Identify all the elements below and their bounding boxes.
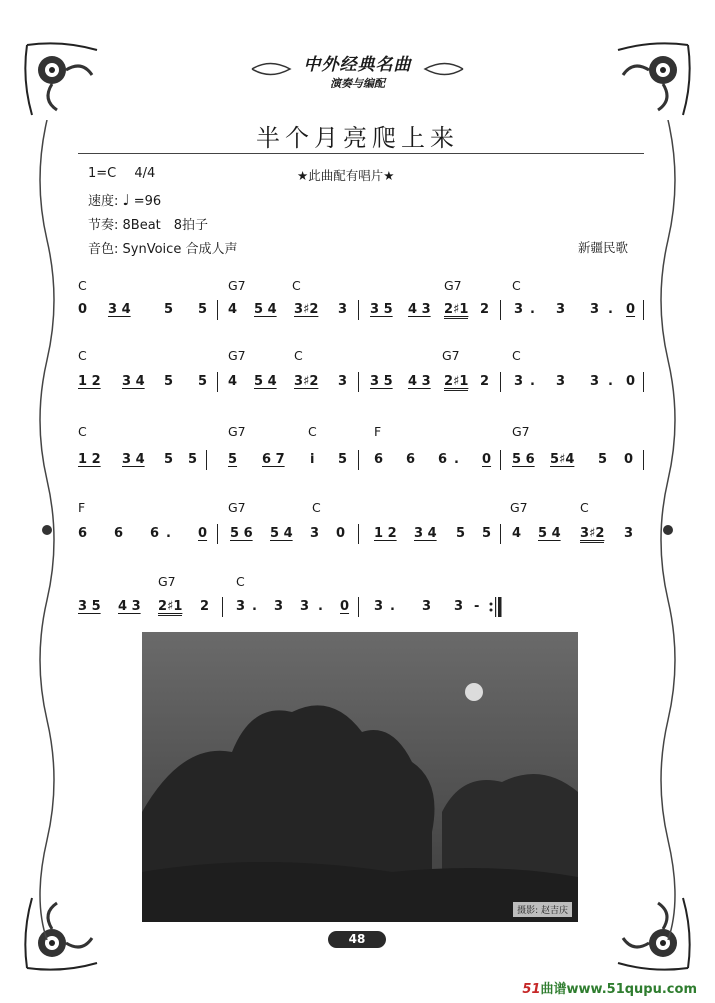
song-origin: 新疆民歌 [578,240,629,255]
note-group: 2♯1 [444,302,469,317]
recording-note: ★此曲配有唱片★ [297,168,395,183]
chord-label: C [294,348,303,363]
dot: . [318,599,323,614]
note: 0 [198,526,208,541]
note-group: 2♯1 [444,374,469,389]
note-group: 4 3 [118,599,141,614]
note: 6 [114,526,124,541]
bar-line [358,597,359,617]
note: 5 [456,526,466,541]
notation-row [78,302,644,322]
note: i [310,452,315,467]
note: 3 [514,374,524,389]
rhythm-label: 节奏: [88,218,119,233]
note: 3 [454,599,464,614]
chord-label: G7 [228,500,246,515]
note: 3 [300,599,310,614]
chord-label: G7 [228,278,246,293]
bar-line [358,524,359,544]
note: 5 [338,452,348,467]
note: 3 [310,526,320,541]
note: 6 [406,452,416,467]
bar-line [500,450,501,470]
chord-label: G7 [444,278,462,293]
note: 5 [598,452,608,467]
rhythm-value: 8Beat 8拍子 [122,218,209,233]
watermark-text: 曲谱www.51qupu.com [540,982,697,997]
chord-label: C [78,348,87,363]
note: 2 [480,374,490,389]
chord-label: G7 [510,500,528,515]
note: 6 [438,452,448,467]
chord-label: C [512,278,521,293]
note: 2 [200,599,210,614]
note: 5 [198,374,208,389]
note: 3 [556,302,566,317]
note-group: 1 2 [78,374,101,389]
note: 3 [590,374,600,389]
dot: . [166,526,171,541]
chord-label: C [512,348,521,363]
dot: . [252,599,257,614]
note: 0 [482,452,492,467]
bar-line [222,597,223,617]
repeat-end-icon [488,597,504,617]
note: 3 [236,599,246,614]
note: 4 [512,526,522,541]
note-group: 5 4 [270,526,293,541]
notation-row [78,452,644,472]
chord-label: G7 [228,424,246,439]
chord-label: C [580,500,589,515]
note: 5 [164,302,174,317]
note: 2 [480,302,490,317]
chord-label: C [308,424,317,439]
tempo-label: 速度: [88,194,119,209]
note-group: 5 4 [538,526,561,541]
chord-label: F [374,424,382,439]
key-signature [88,166,155,181]
dot: . [454,452,459,467]
voice-value: SynVoice 合成人声 [122,242,238,257]
song-title: 半个月亮爬上来 [256,124,459,152]
note: 5 [482,526,492,541]
chord-label: C [78,278,87,293]
note: 5 [164,452,174,467]
bar-line [643,450,644,470]
page-number: 48 [328,931,386,948]
note-group: 4 3 [408,374,431,389]
note: 6 [374,452,384,467]
dot: . [608,374,613,389]
note-group: 4 3 [408,302,431,317]
note-group: 5 6 [230,526,253,541]
note-group: 3♯2 [294,302,319,317]
note: 3 [556,374,566,389]
bar-line [643,300,644,320]
note-group: 3 4 [108,302,131,317]
chord-label: C [78,424,87,439]
note-group: 3 5 [370,374,393,389]
notation-row [78,526,644,546]
voice [88,238,237,257]
bar-line [358,450,359,470]
chord-label: F [78,500,86,515]
note-group: 1 2 [78,452,101,467]
rhythm [88,214,208,233]
tempo [88,190,161,209]
half-note-icon: ♩ [122,191,130,209]
note: 4 [228,374,238,389]
photo-credit: 摄影: 赵吉庆 [513,902,572,917]
dot: . [390,599,395,614]
dot: . [530,374,535,389]
voice-label: 音色: [88,242,119,257]
note: 0 [336,526,346,541]
dot: . [530,302,535,317]
note-group: 5 6 [512,452,535,467]
bar-line [358,300,359,320]
chord-label: G7 [228,348,246,363]
tempo-value: =96 [133,194,162,209]
note: 5 [228,452,238,467]
key-value: 1=C [88,166,117,181]
note-group: 3 4 [122,374,145,389]
note-group: 5♯4 [550,452,575,467]
book-title: 中外经典名曲 [303,55,412,75]
note-group: 5 4 [254,302,277,317]
chord-label: G7 [512,424,530,439]
note: 0 [624,452,634,467]
notation-row [78,599,644,619]
site-watermark [522,978,697,997]
bar-line [206,450,207,470]
note: 3 [422,599,432,614]
note: 3 [514,302,524,317]
note: 5 [164,374,174,389]
bar-line [500,524,501,544]
note-group: 6 7 [262,452,285,467]
note-group: 3♯2 [580,526,605,541]
note-group: 3 5 [78,599,101,614]
bar-line [500,300,501,320]
chord-label: C [236,574,245,589]
note-group: 3♯2 [294,374,319,389]
note: 3 [338,302,348,317]
moonlit-trees-icon [142,632,578,922]
note: 0 [340,599,350,614]
note: 3 [338,374,348,389]
note: 5 [188,452,198,467]
note: 3 [274,599,284,614]
bar-line [217,372,218,392]
bar-line [217,524,218,544]
chord-label: C [312,500,321,515]
note: 3 [624,526,634,541]
chord-label: G7 [442,348,460,363]
bar-line [217,300,218,320]
moon-photo [142,632,578,922]
note: 0 [626,374,636,389]
note: 4 [228,302,238,317]
note: 0 [626,302,636,317]
note: 0 [78,302,88,317]
bar-line [500,372,501,392]
note-group: 3 5 [370,302,393,317]
note-group: 3 4 [414,526,437,541]
bar-line [358,372,359,392]
note: 6 [150,526,160,541]
dash: - [474,599,480,614]
note: 6 [78,526,88,541]
note-group: 5 4 [254,374,277,389]
note: 3 [590,302,600,317]
ornament-border-icon [649,120,687,940]
note: 3 [374,599,384,614]
dot: . [608,302,613,317]
note-group: 2♯1 [158,599,183,614]
note: 5 [198,302,208,317]
chord-label: G7 [158,574,176,589]
time-signature: 4/4 [134,166,156,181]
title-divider [78,153,644,154]
notation-row [78,374,644,394]
ornament-border-icon [28,120,66,940]
book-subtitle: 演奏与编配 [330,77,385,90]
note-group: 3 4 [122,452,145,467]
chord-label: C [292,278,301,293]
note-group: 1 2 [374,526,397,541]
watermark-logo: 51 [522,982,541,997]
bar-line [643,372,644,392]
